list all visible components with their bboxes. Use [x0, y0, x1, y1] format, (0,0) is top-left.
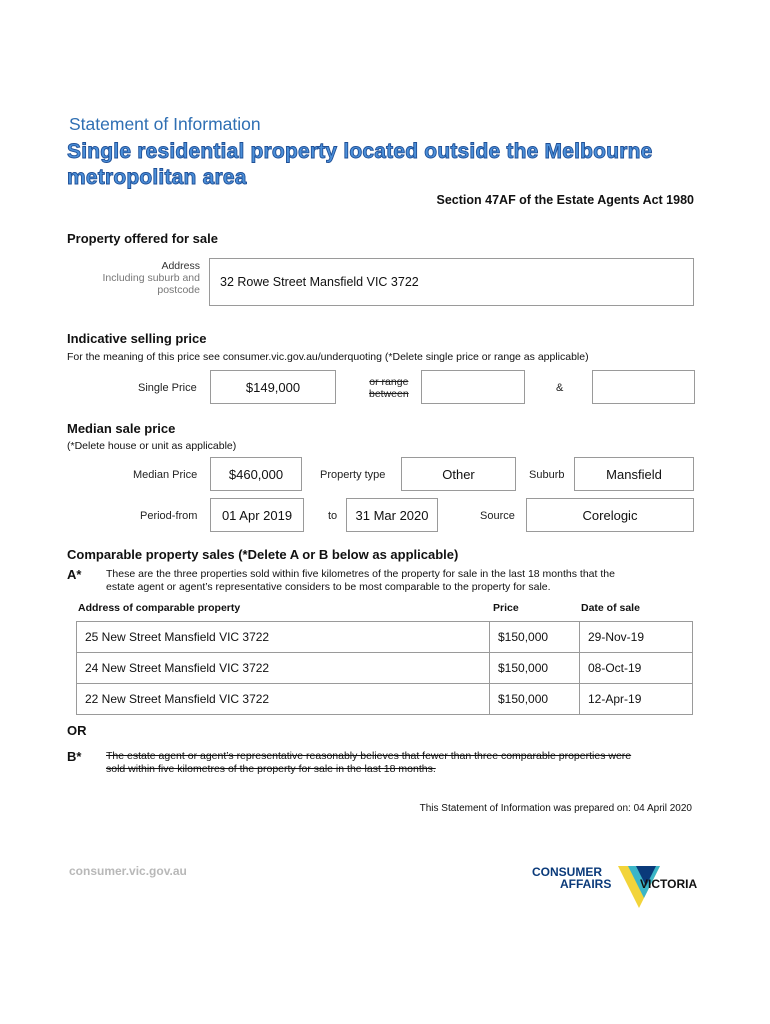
logo-text-consumer: CONSUMER: [532, 865, 603, 879]
source-value: Corelogic: [582, 507, 638, 523]
comparable-heading: Comparable property sales (*Delete A or B below as applicable): [67, 547, 459, 562]
period-from-label: Period-from: [140, 510, 198, 522]
indicative-note: For the meaning of this price see consumer.vic.gov.au/underquoting (*Delete single price or range as applicable): [67, 351, 589, 363]
option-b-text-line1: The estate agent or agent’s representative reasonably believes that fewer than three comparable properties were: [106, 750, 632, 762]
range-label: [369, 376, 409, 400]
option-a-text-line2: estate agent or agent’s representative considers to be most comparable to the property for sale.: [106, 581, 551, 593]
comp-price[interactable]: $150,000: [490, 684, 580, 715]
table-row: [77, 653, 693, 684]
period-to-field[interactable]: [346, 498, 438, 532]
logo-text-victoria: VICTORIA: [640, 877, 698, 891]
suburb-label: Suburb: [529, 469, 565, 481]
property-heading: Property offered for sale: [67, 231, 218, 246]
property-type-label: Property type: [320, 469, 386, 481]
range-low-field[interactable]: [421, 370, 525, 404]
median-heading: Median sale price: [67, 421, 176, 436]
consumer-affairs-victoria-logo: [532, 864, 702, 912]
table-row: [77, 622, 693, 653]
comp-date[interactable]: 12-Apr-19: [580, 684, 693, 715]
range-label-line1: or range: [369, 376, 409, 388]
option-a-marker: A*: [67, 567, 82, 582]
suburb-field[interactable]: [574, 457, 694, 491]
single-price-label: Single Price: [138, 382, 197, 394]
single-price-field[interactable]: [210, 370, 336, 404]
single-price-value: $149,000: [245, 379, 301, 395]
comp-price[interactable]: $150,000: [490, 622, 580, 653]
period-to-label: to: [328, 510, 338, 522]
comp-price[interactable]: $150,000: [490, 653, 580, 684]
suburb-value: Mansfield: [606, 466, 662, 482]
option-a-text-line1: These are the three properties sold within five kilometres of the property for sale in the last 18 months that the: [106, 568, 615, 580]
address-label-line1: Address: [161, 260, 200, 272]
comp-address[interactable]: 22 New Street Mansfield VIC 3722: [77, 684, 490, 715]
option-b-text-line2: sold within five kilometres of the property for sale in the last 18 months.: [106, 763, 436, 775]
act-reference: Section 47AF of the Estate Agents Act 1980: [436, 193, 694, 207]
indicative-heading: Indicative selling price: [67, 331, 207, 346]
median-price-label: Median Price: [133, 469, 198, 481]
property-type-value: Other: [442, 466, 475, 482]
document-title: Single residential property located outside the Melbourne metropolitan area: [67, 140, 653, 189]
option-a-text: [106, 568, 615, 594]
address-label: [103, 260, 201, 296]
median-price-value: $460,000: [228, 466, 284, 482]
range-and-label: &: [556, 382, 564, 394]
property-type-field[interactable]: [401, 457, 516, 491]
prepared-date: This Statement of Information was prepared on: 04 April 2020: [419, 803, 692, 814]
source-field[interactable]: [526, 498, 694, 532]
comp-address[interactable]: 25 New Street Mansfield VIC 3722: [77, 622, 490, 653]
address-field[interactable]: [209, 258, 694, 306]
median-note: (*Delete house or unit as applicable): [67, 440, 237, 452]
median-price-field[interactable]: [210, 457, 302, 491]
col-address-header: Address of comparable property: [78, 602, 241, 614]
address-label-line3: postcode: [157, 284, 200, 296]
range-high-field[interactable]: [592, 370, 695, 404]
option-b-marker: B*: [67, 749, 82, 764]
logo-text-affairs: AFFAIRS: [560, 877, 612, 891]
document-subtitle: Statement of Information: [69, 114, 261, 134]
col-date-header: Date of sale: [581, 602, 640, 614]
period-from-field[interactable]: [210, 498, 304, 532]
comparable-table: [76, 621, 693, 715]
address-label-line2: Including suburb and: [102, 272, 200, 284]
option-b-text: [106, 750, 631, 776]
or-label: OR: [67, 723, 87, 738]
comp-address[interactable]: 24 New Street Mansfield VIC 3722: [77, 653, 490, 684]
period-to-value: 31 Mar 2020: [355, 507, 429, 523]
period-from-value: 01 Apr 2019: [221, 507, 293, 523]
comp-date[interactable]: 08-Oct-19: [580, 653, 693, 684]
table-row: [77, 684, 693, 715]
col-price-header: Price: [493, 602, 519, 614]
address-value: 32 Rowe Street Mansfield VIC 3722: [220, 275, 419, 289]
comp-date[interactable]: 29-Nov-19: [580, 622, 693, 653]
website-link[interactable]: consumer.vic.gov.au: [69, 864, 187, 878]
range-label-line2: between: [369, 388, 409, 400]
source-label: Source: [480, 510, 515, 522]
